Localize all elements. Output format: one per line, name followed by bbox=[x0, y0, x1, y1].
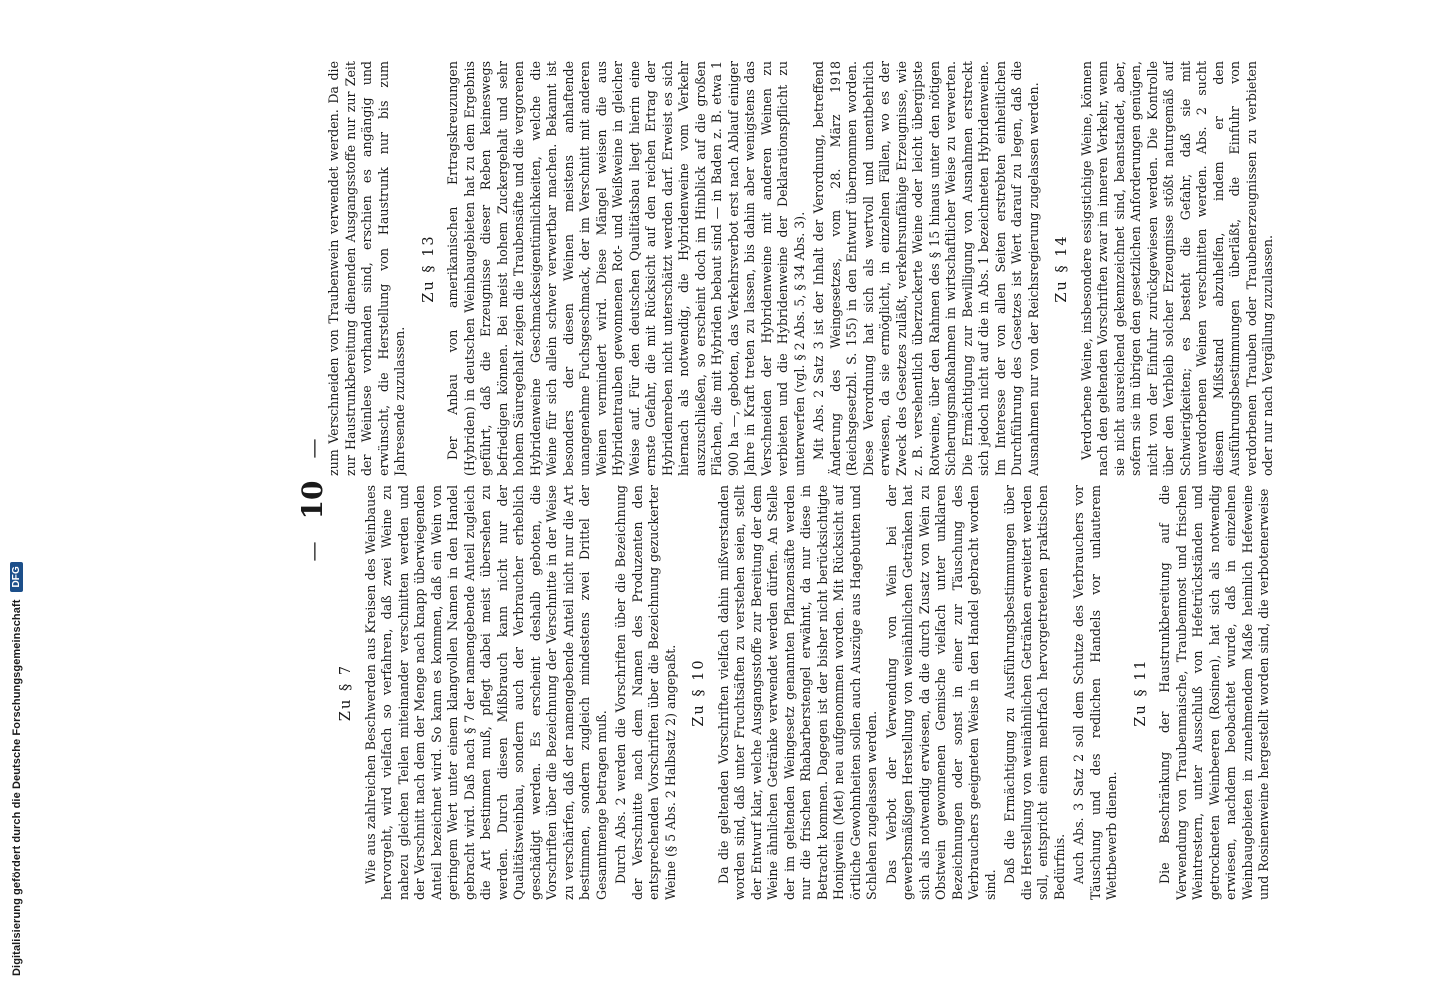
section-heading-11: Zu § 11 bbox=[1132, 658, 1149, 727]
paragraph: Mit Abs. 2 Satz 3 ist der Inhalt der Verordnung, betreffend Änderung des Weingesetzes, vom 28. März 1918 (Reichsgesetzbl. S. 155) in den Entwurf übernommen worden. Diese Verordnung hat sich als wertvoll und unentbehrlich erwiesen, da sie ermöglicht, in einzelnen Fällen, wo es der Zweck des Gesetzes zuläßt, verkehrsunfähige Erzeugnisse, wie z. B. versehentlich überzuckerte Weine oder leicht übergipste Rotweine, über den Rahmen des § 15 hinaus unter den nötigen Sicherungsmaßnahmen in wirtschaftlicher Weise zu verwerten. Die Ermächtigung zur Bewilligung von Ausnahmen erstreckt sich jedoch nicht auf die in Abs. 1 bezeichneten Hybridenweine. Im Interesse der von allen Seiten erstrebten einheitlichen Durchführung des Gesetzes ist Wert darauf zu legen, daß die Ausnahmen nur von der Reichsregierung zugelassen werden. bbox=[811, 61, 1041, 476]
paragraph: Durch Abs. 2 werden die Vorschriften über die Bezeichnung der Verschnitte nach dem Namen des Produzenten den entsprechenden Vorschriften über die Bezeichnung gezuckerter Weine (§ 5 Abs. 2 Halbsatz 2) angepaßt. bbox=[613, 485, 678, 900]
section-heading-7: Zu § 7 bbox=[338, 663, 354, 722]
paragraph: Da die geltenden Vorschriften vielfach dahin mißverstanden worden sind, daß unter Fruchtsäften zu verstehen seien, stellt der Entwurf klar, welche Ausgangsstoffe zur Bereitung der dem Weine ähnlichen Getränke verwendet werden dürfen. An Stelle der im geltenden Weingesetz genannten Pflanzensäfte werden nur die frischen Rhabarberstengel erwähnt, da nur diese in Betracht kommen. Dagegen ist der bisher nicht berücksichtigte Honigwein (Met) neu aufgenommen worden. Mit Rücksicht auf örtliche Gewohnheiten sollen auch Auszüge aus Hagebutten und Schlehen zugelassen werden. bbox=[715, 485, 879, 900]
paragraph: Verdorbene Weine, insbesondere essigstichige Weine, können nach den geltenden Vorschriften zwar im inneren Verkehr, wenn sie nicht ausreichend gekennzeichnet sind, beanstandet, aber, sofern sie im übrigen den gesetzlichen Anforderungen genügen, nicht von der Einfuhr zurückgewiesen werden. Die Kontrolle über den Verbleib solcher Erzeugnisse stößt naturgemäß auf Schwierigkeiten; es besteht die Gefahr, daß sie mit unverdorbenen Weinen verschnitten werden. Abs. 2 sucht diesem Mißstand abzuhelfen, indem er den Ausführungsbestimmungen überläßt, die Einfuhr von verdorbenen Trauben oder Traubenerzeugnissen zu verbieten oder nur nach Vergällung zuzulassen. bbox=[1078, 61, 1275, 476]
paragraph: Daß die Ermächtigung zu Ausführungsbestimmungen über die Herstellung von weinähnlichen Getränken erweitert werden soll, entspricht einem mehrfach hervorgetretenen praktischen Bedürfnis. bbox=[1002, 485, 1067, 900]
page-header bbox=[296, 0, 329, 1000]
right-column bbox=[326, 61, 1426, 476]
header-dash-left: — bbox=[300, 541, 325, 562]
section-heading-10: Zu § 10 bbox=[691, 658, 707, 727]
paragraph: Auch Abs. 3 Satz 2 soll dem Schutze des Verbrauchers vor Täuschung und des redlichen Handels vor unlauterem Wettbewerb dienen. bbox=[1071, 485, 1119, 900]
credit-text: Digitalisierung gefördert durch die Deutsche Forschungsgemeinschaft bbox=[10, 599, 23, 976]
paragraph: Das Verbot der Verwendung von Wein bei der gewerbsmäßigen Herstellung von weinähnlichen Getränken hat sich als notwendig erwiesen, da die durch Zusatz von Wein zu Obstwein gewonnenen Gemische vielfach unter unklaren Bezeichnungen oder sonst in einer zur Täuschung des Verbrauchers geeigneten Weise in den Handel gebracht worden sind. bbox=[883, 485, 998, 900]
paragraph: Der Anbau von amerikanischen Ertragskreuzungen (Hybriden) in deutschen Weinbaugebieten hat zu dem Ergebnis geführt, daß die Erzeugnisse dieser Reben keineswegs befriedigen können. Bei meist hohem Zuckergehalt und sehr hohem Säuregehalt zeigen die Traubensäfte und die vergorenen Hybridenweine Geschmackseigentümlichkeiten, welche die Weine für sich allein schwer verwertbar machen. Bekannt ist besonders der diesen Weinen meistens anhaftende unangenehme Fuchsgeschmack, der im Verschnitt mit anderen Weinen vermindert wird. Diese Mängel weisen die aus Hybridentrauben gewonnenen Rot- und Weißweine in gleicher Weise auf. Für den deutschen Qualitätsbau liegt hierin eine ernste Gefahr, die mit Rücksicht auf den reichen Ertrag der Hybridenreben nicht unterschätzt werden darf. Erweist es sich hiernach als notwendig, die Hybridenweine vom Verkehr auszuschließen, so erscheint doch im Hinblick auf die großen Flächen, die mit Hybriden bebaut sind — in Baden z. B. etwa 1 900 ha —, geboten, das Verkehrsverbot erst nach Ablauf einiger Jahre in Kraft treten zu lassen, bis dahin aber wenigstens das Verschneiden der Hybridenweine mit anderen Weinen zu verbieten und die Hybridenweine der Deklarationspflicht zu unterwerfen (vgl. § 2 Abs. 5, § 34 Abs. 3). bbox=[445, 61, 807, 476]
left-column bbox=[326, 485, 1426, 900]
paragraph: Die Beschränkung der Haustrunkbereitung auf die Verwendung von Traubenmaische, Traubenmost und frischen Weintrestern, unter Ausschluß von Hefetrückständen und getrockneten Weinbeeren (Rosinen), hat sich als notwendig erwiesen, nachdem beobachtet wurde, daß in einzelnen Weinbaugebieten in zunehmendem Maße heimlich Hefeweine und Rosinenweine hergestellt worden sind, die verbotenerweise bbox=[1157, 485, 1271, 900]
section-heading-14: Zu § 14 bbox=[1054, 234, 1070, 303]
section-heading-13: Zu § 13 bbox=[420, 234, 437, 303]
paragraph: Wie aus zahlreichen Beschwerden aus Kreisen des Weinbaues hervorgeht, wird vielfach so verfahren, daß zwei Weine zu nahezu gleichen Teilen miteinander verschnitten werden und der Verschnitt nach dem der Menge nach knapp überwiegenden Anteil bezeichnet wird. So kann es kommen, daß ein Wein von geringem Wert unter einem klangvollen Namen in den Handel gebracht wird. Daß nach § 7 der namengebende Anteil zugleich die Art bestimmen muß, pflegt dabei meist übersehen zu werden. Durch diesen Mißbrauch kann nicht nur der Qualitätsweinbau, sondern auch der Verbraucher erheblich geschädigt werden. Es erscheint deshalb geboten, die Vorschriften über die Bezeichnung der Verschnitte in der Weise zu verschärfen, daß der namengebende Anteil nicht nur die Art bestimmen, sondern zugleich mindestens zwei Drittel der Gesamtmenge betragen muß. bbox=[362, 485, 609, 900]
digitization-credit bbox=[10, 26, 23, 976]
continued-paragraph: zum Verschneiden von Traubenwein verwendet werden. Da die zur Haustrunkbereitung dienenden Ausgangsstoffe nur zur Zeit der Weinlese vorhanden sind, erschien es angängig und erwünscht, die Herstellung von Haustrunk nur bis zum Jahresende zuzulassen. bbox=[326, 61, 407, 476]
page-number: 10 bbox=[296, 480, 329, 520]
header-dash-right: — bbox=[300, 438, 325, 459]
dfg-logo: DFG bbox=[10, 562, 23, 591]
